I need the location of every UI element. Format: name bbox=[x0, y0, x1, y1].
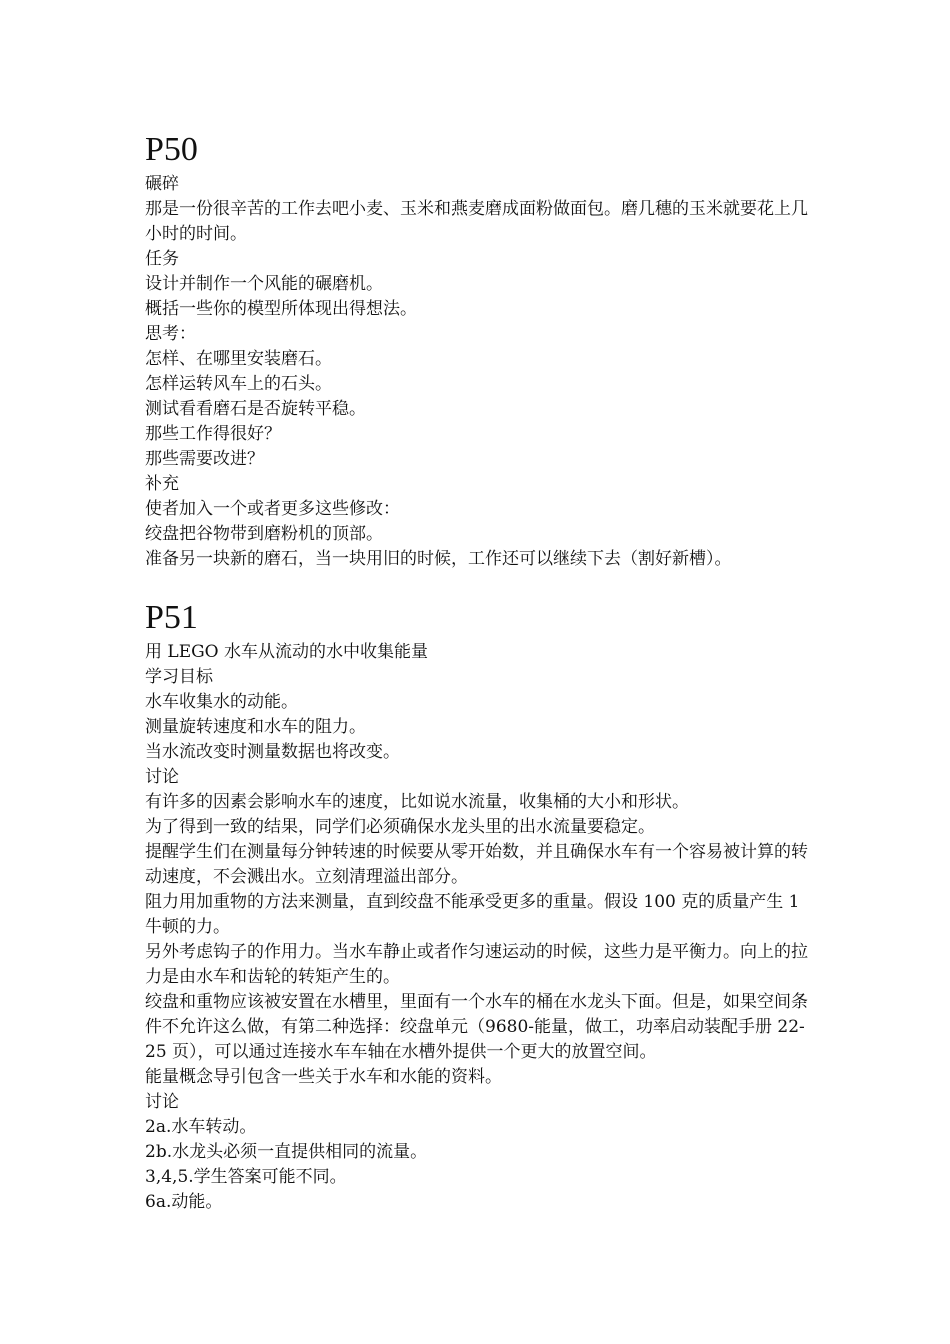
section-spacer bbox=[145, 572, 810, 596]
section-title-discussion: 讨论 bbox=[145, 1092, 179, 1112]
paragraph: 测量旋转速度和水车的阻力。 bbox=[145, 717, 366, 737]
section-title-waterwheel: 用 LEGO 水车从流动的水中收集能量 bbox=[145, 642, 429, 662]
paragraph: 使者加入一个或者更多这些修改： bbox=[145, 499, 400, 519]
paragraph: 设计并制作一个风能的碾磨机。 bbox=[145, 274, 383, 294]
paragraph: 水车收集水的动能。 bbox=[145, 692, 298, 712]
paragraph: 有许多的因素会影响水车的速度，比如说水流量，收集桶的大小和形状。 bbox=[145, 792, 689, 812]
section-p51 bbox=[145, 596, 810, 1215]
paragraph: 能量概念导引包含一些关于水车和水能的资料。 bbox=[145, 1067, 502, 1087]
document-page bbox=[145, 128, 810, 1215]
paragraph: 概括一些你的模型所体现出得想法。 bbox=[145, 299, 417, 319]
section-title-grinding: 碾碎 bbox=[145, 174, 179, 194]
paragraph: 提醒学生们在测量每分钟转速的时候要从零开始数，并且确保水车有一个容易被计算的转动速度，不会溅出水。立刻清理溢出部分。 bbox=[145, 842, 808, 887]
paragraph: 绞盘把谷物带到磨粉机的顶部。 bbox=[145, 524, 383, 544]
section-title-think: 思考： bbox=[145, 324, 196, 344]
section-title-task: 任务 bbox=[145, 249, 179, 269]
answer-item: 3,4,5.学生答案可能不同。 bbox=[145, 1167, 347, 1187]
paragraph: 阻力用加重物的方法来测量，直到绞盘不能承受更多的重量。假设 100 克的质量产生 1 牛顿的力。 bbox=[145, 892, 800, 937]
section-p50 bbox=[145, 128, 810, 572]
paragraph: 为了得到一致的结果，同学们必须确保水龙头里的出水流量要稳定。 bbox=[145, 817, 655, 837]
paragraph: 当水流改变时测量数据也将改变。 bbox=[145, 742, 400, 762]
paragraph: 那是一份很辛苦的工作去吧小麦、玉米和燕麦磨成面粉做面包。磨几穗的玉米就要花上几小时的时间。 bbox=[145, 199, 808, 244]
page-heading-p51: P51 bbox=[145, 599, 198, 636]
paragraph: 另外考虑钩子的作用力。当水车静止或者作匀速运动的时候，这些力是平衡力。向上的拉力是由水车和齿轮的转矩产生的。 bbox=[145, 942, 808, 987]
section-title-discussion: 讨论 bbox=[145, 767, 179, 787]
paragraph: 绞盘和重物应该被安置在水槽里，里面有一个水车的桶在水龙头下面。但是，如果空间条件不允许这么做，有第二种选择：绞盘单元（9680-能量，做工，功率启动装配手册 22-25 页），可以通过连接水车车轴在水槽外提供一个更大的放置空间。 bbox=[145, 992, 808, 1062]
paragraph: 怎样运转风车上的石头。 bbox=[145, 374, 332, 394]
paragraph: 准备另一块新的磨石，当一块用旧的时候，工作还可以继续下去（割好新槽）。 bbox=[145, 549, 732, 569]
paragraph: 那些需要改进？ bbox=[145, 449, 264, 469]
paragraph: 那些工作得很好？ bbox=[145, 424, 281, 444]
answer-item: 2a.水车转动。 bbox=[145, 1117, 257, 1137]
answer-item: 6a.动能。 bbox=[145, 1192, 223, 1212]
section-title-supplement: 补充 bbox=[145, 474, 179, 494]
page-heading-p50: P50 bbox=[145, 131, 198, 168]
section-title-objectives: 学习目标 bbox=[145, 667, 213, 687]
paragraph: 怎样、在哪里安装磨石。 bbox=[145, 349, 332, 369]
paragraph: 测试看看磨石是否旋转平稳。 bbox=[145, 399, 366, 419]
answer-item: 2b.水龙头必须一直提供相同的流量。 bbox=[145, 1142, 428, 1162]
